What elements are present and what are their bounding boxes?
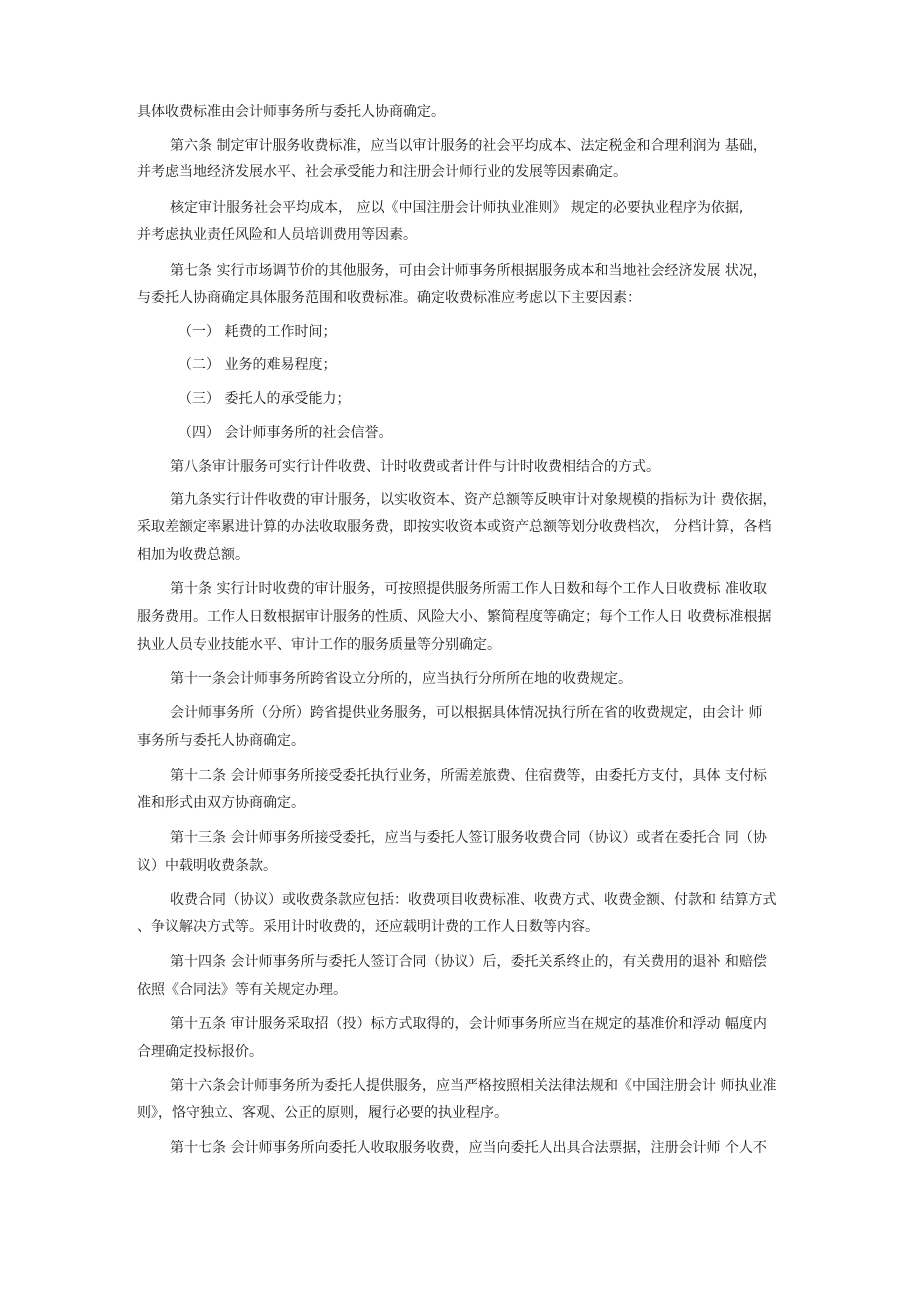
list-item: （二） 业务的难易程度；: [178, 357, 337, 373]
text-line: 第六条 制定审计服务收费标准，应当以审计服务的社会平均成本、法定税金和合理利润为 基础，: [170, 138, 767, 154]
list-item: （四） 会计师事务所的社会信誉。: [178, 425, 393, 441]
text-line: 会计师事务所（分所）跨省提供业务服务，可以根据具体情况执行所在省的收费规定，由会计 师: [170, 705, 763, 721]
text-line: 具体收费标准由会计师事务所与委托人协商确定。: [137, 104, 445, 120]
text-line: 第九条实行计件收费的审计服务，以实收资本、资产总额等反映审计对象规模的指标为计 费依据，: [170, 492, 777, 508]
text-line: 第八条审计服务可实行计件收费、计时收费或者计件与计时收费相结合的方式。: [170, 459, 660, 475]
text-line: 准和形式由双方协商确定。: [137, 795, 305, 811]
text-line: 并考虑当地经济发展水平、社会承受能力和注册会计师行业的发展等因素确定。: [137, 164, 627, 180]
text-line: 事务所与委托人协商确定。: [137, 733, 305, 749]
text-line: 第十三条 会计师事务所接受委托，应当与委托人签订服务收费合同（协议）或者在委托合 同（协: [170, 830, 767, 846]
text-line: 议）中载明收费条款。: [137, 858, 277, 874]
text-line: 第十五条 审计服务采取招（投）标方式取得的，会计师事务所应当在规定的基准价和浮动 幅度内: [170, 1016, 767, 1032]
text-line: 第十二条 会计师事务所接受委托执行业务，所需差旅费、住宿费等，由委托方支付，具体 支付标: [170, 768, 767, 784]
text-line: 、争议解决方式等。采用计时收费的，还应载明计费的工作人日数等内容。: [137, 919, 599, 935]
list-item: （一） 耗费的工作时间；: [178, 324, 337, 340]
text-line: 执业人员专业技能水平、审计工作的服务质量等分别确定。: [137, 637, 501, 653]
text-line: 核定审计服务社会平均成本， 应以《中国注册会计师执业准则》 规定的必要执业程序为依据,: [170, 200, 744, 216]
text-line: 相加为收费总额。: [137, 547, 249, 563]
text-line: 采取差额定率累进计算的办法收取服务费，即按实收资本或资产总额等划分收费档次， 分档计算，各档: [137, 519, 772, 535]
text-line: 依照《合同法》等有关规定办理。: [137, 982, 347, 998]
text-line: 与委托人协商确定具体服务范围和收费标准。确定收费标准应考虑以下主要因素：: [137, 290, 641, 306]
text-line: 第七条 实行市场调节价的其他服务，可由会计师事务所根据服务成本和当地社会经济发展 状况，: [170, 263, 767, 279]
text-line: 第十四条 会计师事务所与委托人签订合同（协议）后，委托关系终止的，有关费用的退补 和赔偿: [170, 954, 767, 970]
text-line: 第十条 实行计时收费的审计服务，可按照提供服务所需工作人日数和每个工作人日收费标 准收取: [170, 581, 767, 597]
text-line: 合理确定投标报价。: [137, 1044, 263, 1060]
text-line: 收费合同（协议）或收费条款应包括：收费项目收费标准、收费方式、收费金额、付款和 结算方式: [170, 892, 777, 908]
text-line: 服务费用。工作人日数根据审计服务的性质、风险大小、繁简程度等确定；每个工作人日 收费标准根据: [137, 609, 772, 625]
list-item: （三） 委托人的承受能力；: [178, 391, 351, 407]
text-line: 第十七条 会计师事务所向委托人收取服务收费，应当向委托人出具合法票据，注册会计师 个人不: [170, 1140, 767, 1156]
text-line: 第十一条会计师事务所跨省设立分所的，应当执行分所所在地的收费规定。: [170, 671, 632, 687]
text-line: 第十六条会计师事务所为委托人提供服务，应当严格按照相关法律法规和《中国注册会计 师执业准: [170, 1078, 777, 1094]
text-line: 则》，恪守独立、客观、公正的原则，履行必要的执业程序。: [137, 1105, 508, 1121]
text-line: 并考虑执业责任风险和人员培训费用等因素。: [137, 227, 417, 243]
